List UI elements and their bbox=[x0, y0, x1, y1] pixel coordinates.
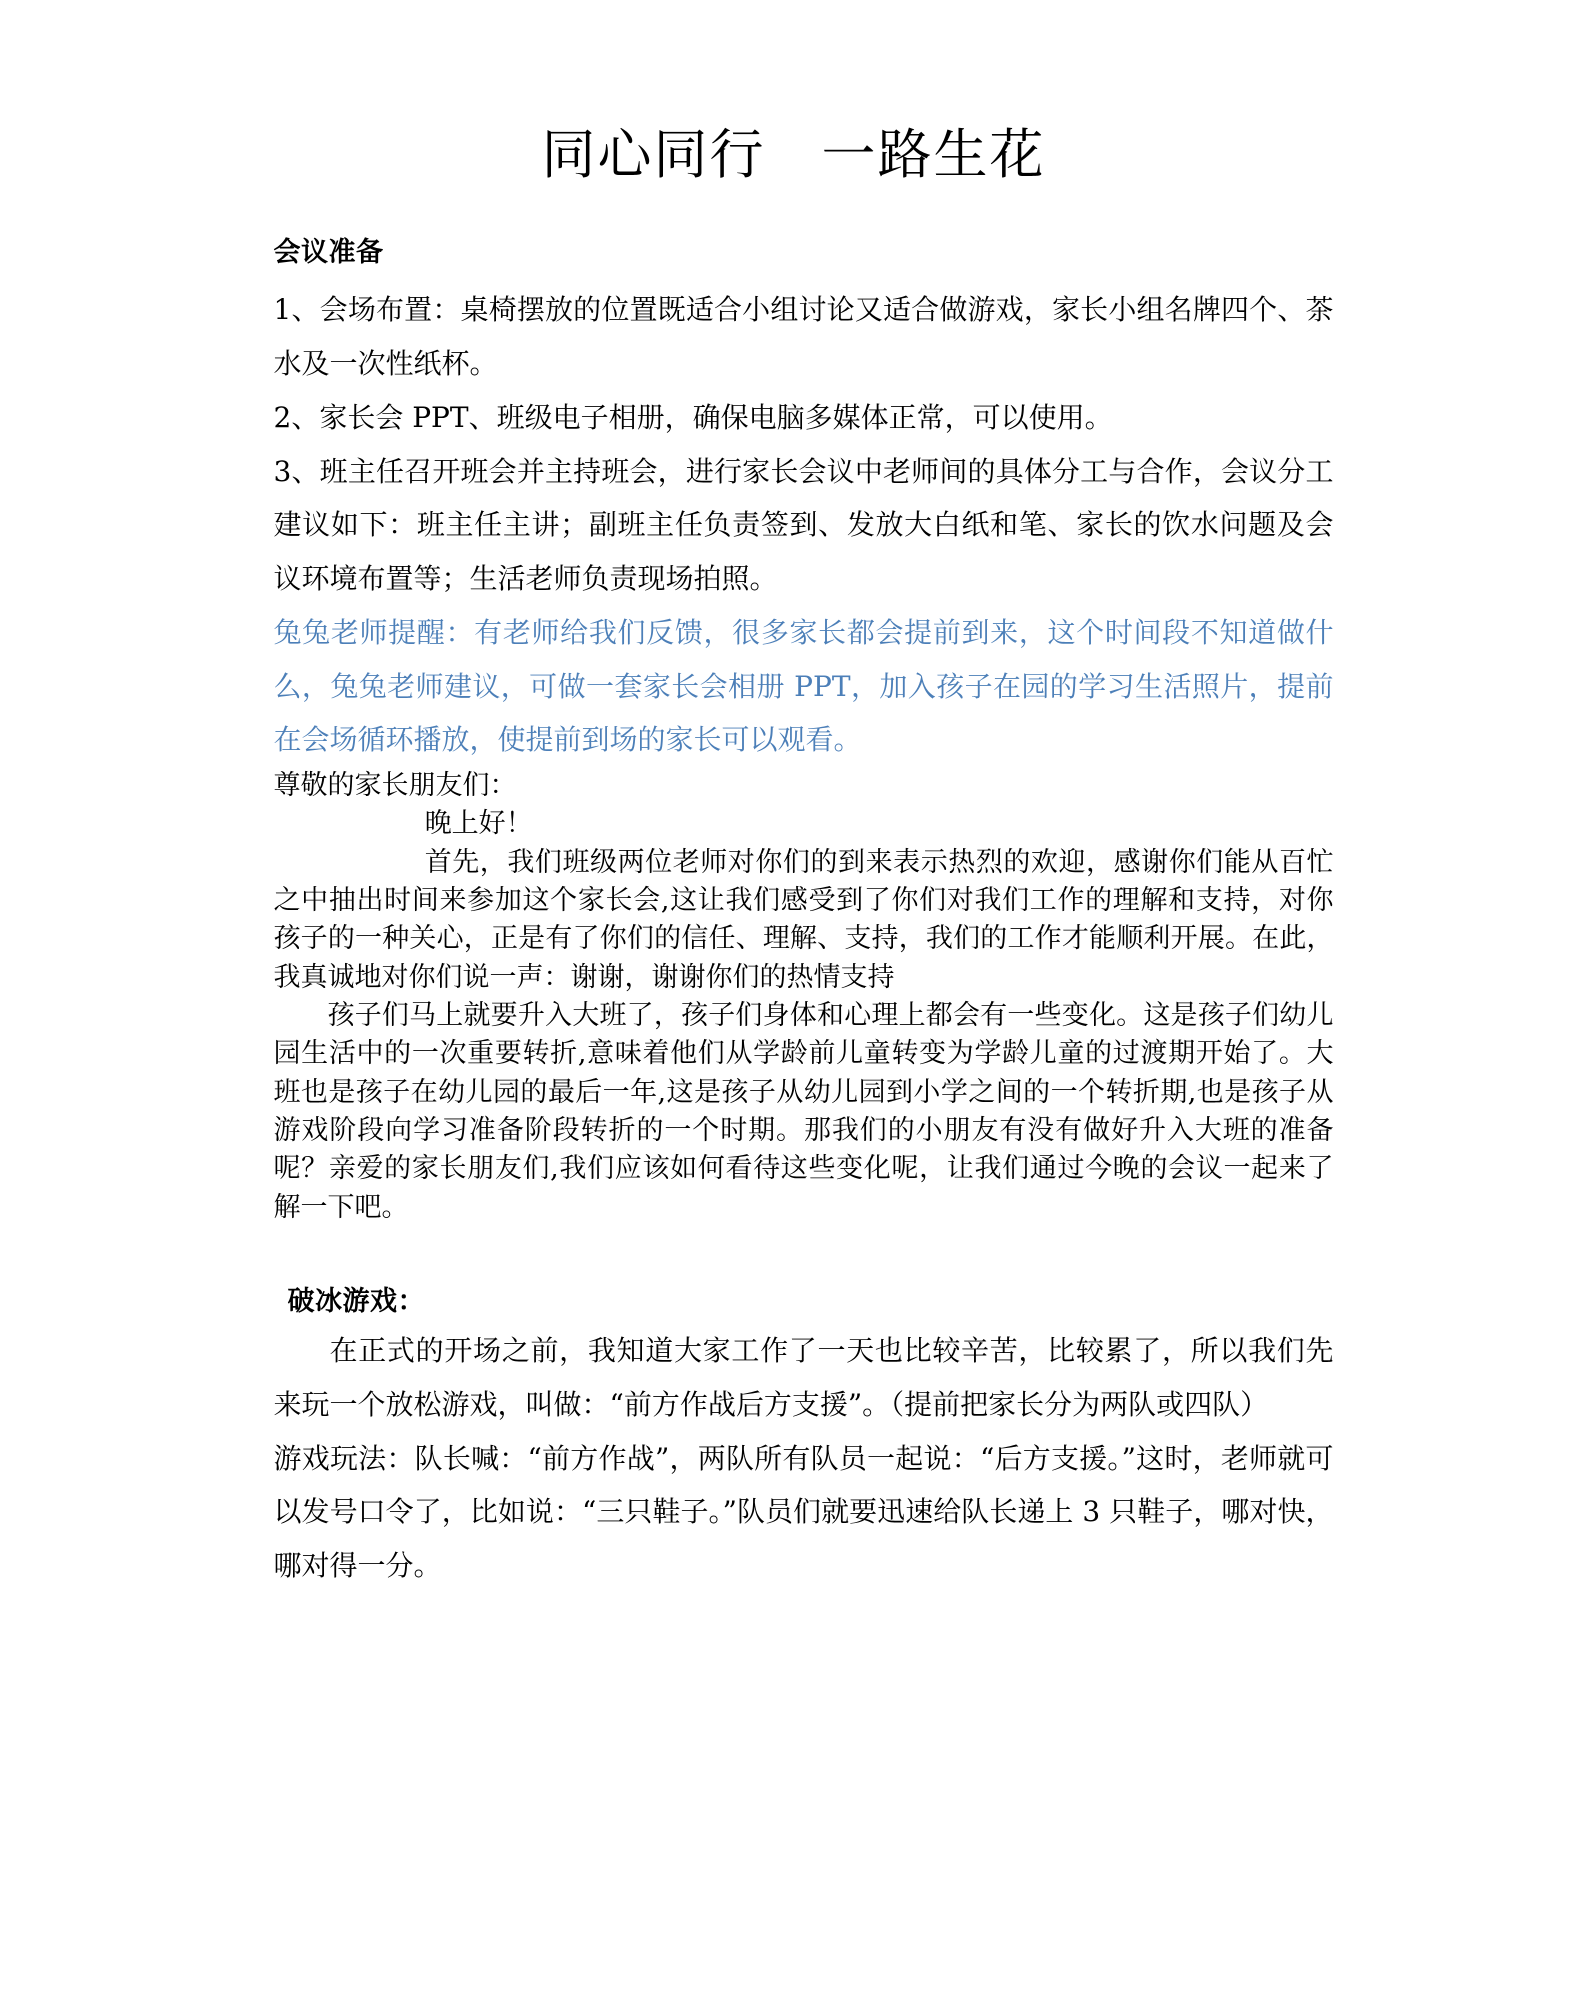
greeting-good-evening: 晚上好！ bbox=[424, 808, 533, 840]
prep-item-2: 2、家长会 PPT、班级电子相册，确保电脑多媒体正常，可以使用。 bbox=[273, 400, 1113, 434]
prep-item-3: 3、班主任召开班会并主持班会，进行家长会议中老师间的具体分工与合作，会议分工建议如下：班主任主讲；副班主任负责签到、发放大白纸和笔、家长的饮水问题及会议环境布置等；生活老师负责现场拍照。 bbox=[273, 454, 1334, 596]
greeting-paragraph-2: 孩子们马上就要升入大班了，孩子们身体和心理上都会有一些变化。这是孩子们幼儿园生活中的一次重要转折,意味着他们从学龄前儿童转变为学龄儿童的过渡期开始了。大班也是孩子在幼儿园的最后一年,这是孩子从幼儿园到小学之间的一个转折期,也是孩子从游戏阶段向学习准备阶段转折的一个时期。那我们的小朋友有没有做好升入大班的准备呢？亲爱的家长朋友们,我们应该如何看待这些变化呢，让我们通过今晚的会议一起来了解一下吧。 bbox=[273, 1000, 1334, 1223]
section-heading-meeting-prep: 会议准备 bbox=[273, 237, 384, 269]
teacher-reminder-note: 兔兔老师提醒：有老师给我们反馈，很多家长都会提前到来，这个时间段不知道做什么，兔兔老师建议，可做一套家长会相册 PPT，加入孩子在园的学习生活照片，提前在会场循环播放，使提前到场的家长可以观看。 bbox=[273, 615, 1334, 757]
greeting-salutation: 尊敬的家长朋友们： bbox=[273, 770, 517, 802]
greeting-paragraph-1: 首先，我们班级两位老师对你们的到来表示热烈的欢迎，感谢你们能从百忙之中抽出时间来参加这个家长会,这让我们感受到了你们对我们工作的理解和支持，对你孩子的一种关心，正是有了你们的信任、理解、支持，我们的工作才能顺利开展。在此，我真诚地对你们说一声：谢谢，谢谢你们的热情支持 bbox=[273, 846, 1334, 993]
document-body bbox=[244, 184, 1344, 1592]
prep-item-1: 1、会场布置：桌椅摆放的位置既适合小组讨论又适合做游戏，家长小组名牌四个、茶水及一次性纸杯。 bbox=[273, 293, 1334, 381]
section-heading-icebreaker: 破冰游戏： bbox=[287, 1286, 425, 1318]
icebreaker-paragraph-2: 游戏玩法：队长喊：“前方作战”，两队所有队员一起说：“后方支援。”这时，老师就可以发号口令了，比如说：“三只鞋子。”队员们就要迅速给队长递上 3 只鞋子，哪对快，哪对得一分。 bbox=[273, 1441, 1334, 1583]
icebreaker-paragraph-1: 在正式的开场之前，我知道大家工作了一天也比较辛苦，比较累了，所以我们先来玩一个放松游戏，叫做：“前方作战后方支援”。（提前把家长分为两队或四队） bbox=[273, 1334, 1334, 1421]
page-title: 同心同行 一路生花 bbox=[541, 123, 1046, 186]
